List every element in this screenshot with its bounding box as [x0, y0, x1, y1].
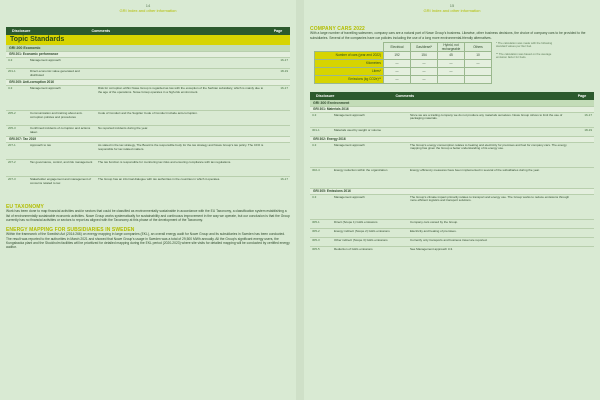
disclosure-comment: Electricity and heating of premises.	[410, 228, 457, 233]
table-row	[310, 112, 594, 127]
page-gutter	[296, 0, 304, 400]
disclosure-comment: Energy efficiency measures have been implemented in several of the subsidiaries during the year.	[410, 167, 540, 172]
cars-cell: —	[438, 59, 465, 67]
right-page	[304, 0, 600, 400]
page-ref: 16-17	[280, 177, 288, 181]
gri-300-section: GRI 300 Environment	[310, 100, 594, 106]
table-row	[310, 246, 594, 255]
cars-cell: 192	[384, 51, 411, 59]
page-ref: 18-19	[584, 127, 592, 132]
table-row	[315, 75, 492, 83]
page-number: 14	[145, 3, 151, 8]
disclosure-code: 205-3	[8, 126, 16, 130]
cars-cell: —	[411, 59, 438, 67]
disclosure-comment: Risk for corruption within Nowe Group is regarded as low with the exception of the Serbian subsidiary, which is mainly due to the age of the operations. Nowe Group operates in a high-risk environment.	[98, 86, 264, 94]
disclosure-name: Communication and training about anti-corruption policies and procedures	[30, 111, 83, 119]
page-ref	[572, 247, 594, 255]
right-page-header	[304, 3, 600, 13]
disclosure-comment: Company cars owned by the Group.	[410, 219, 459, 224]
page-ref	[268, 126, 290, 136]
disclosure-code: 305-1	[312, 219, 320, 224]
disclosure-comment	[408, 128, 572, 136]
cars-note: ** The calculation was based on the average emission factor for fuels.	[496, 51, 552, 60]
cars-note: * The calculation was made with the following standard values per liter fuel.	[496, 40, 553, 49]
eu-taxonomy-heading: EU TAXONOMY	[6, 204, 44, 210]
page-ref	[572, 220, 594, 228]
disclosure-name: Management approach	[30, 58, 61, 62]
disclosure-name: Management approach	[334, 142, 365, 147]
cars-row-label: Emissions (kg CO2e)**	[315, 75, 384, 83]
page-ref	[572, 143, 594, 167]
disclosure-name: Other indirect (Scope 3) GHG emissions	[334, 237, 388, 242]
page-ref: 16-17	[280, 58, 288, 62]
page-ref: 18-19	[280, 69, 288, 73]
cars-cell: —	[384, 59, 411, 67]
disclosure-name: Confirmed incidents of corruption and actions taken	[30, 126, 91, 134]
table-row	[6, 159, 290, 176]
col-disclosure: Disclosure	[316, 93, 335, 98]
table-row	[6, 176, 290, 197]
page-ref	[572, 238, 594, 246]
table-header	[6, 27, 290, 35]
table-row	[6, 110, 290, 125]
cars-cell: —	[411, 67, 438, 75]
cars-col-header: Others	[465, 42, 492, 51]
page-ref	[268, 111, 290, 125]
table-row	[310, 219, 594, 228]
disclosure-code: 302-4	[312, 167, 320, 172]
cars-cell: —	[384, 75, 411, 83]
group-title: GRI 302: Energy 2016	[310, 136, 594, 142]
disclosure-name: Reduction of GHG emissions	[334, 246, 373, 251]
left-page	[0, 0, 296, 400]
cars-row-label: Kilometers	[315, 59, 384, 67]
disclosure-name: Management approach	[30, 86, 61, 90]
left-page-header	[0, 3, 296, 13]
disclosure-code: 305-3	[312, 237, 320, 242]
company-cars-text: With a large number of travelling salesmen, company cars are a natural part of Nowe Group's business. Likewise, other business decisions, the choice of company cars to be provided to the subsidiaries. Several of the companies have car policies including the use of a long more environmental-friendly alternatives.	[310, 31, 586, 40]
company-cars-table-wrap	[314, 42, 590, 84]
table-row	[310, 237, 594, 246]
disclosure-code: 3-3	[312, 142, 317, 147]
running-title: GRI Index and other information	[119, 8, 177, 13]
group-title: GRI 201: Economic performance	[6, 51, 290, 57]
cars-cell: —	[411, 75, 438, 83]
cars-cell: —	[438, 67, 465, 75]
col-disclosure: Disclosure	[12, 29, 31, 33]
disclosure-code: 201-1	[8, 69, 16, 73]
table-row	[310, 194, 594, 219]
disclosure-code: 301-1	[312, 127, 320, 132]
table-row	[6, 142, 290, 159]
disclosure-code: 3-3	[8, 58, 13, 62]
table-row	[6, 85, 290, 110]
table-row	[310, 142, 594, 167]
disclosure-name: Management approach	[334, 112, 365, 117]
eu-taxonomy-block	[6, 205, 290, 222]
topic-standards-heading: Topic Standards	[6, 35, 290, 45]
disclosure-name: Stakeholder engagement and management of concerns related to tax	[30, 177, 92, 185]
col-page: Page	[577, 93, 587, 98]
energy-mapping-heading: ENERGY MAPPING FOR SUBSIDIARIES IN SWEDEN	[6, 227, 135, 234]
cars-notes	[496, 42, 556, 84]
table-row	[6, 68, 290, 79]
disclosure-comment: See Management approach 3-3.	[410, 246, 454, 251]
page-ref	[268, 143, 290, 159]
col-page: Page	[273, 29, 283, 33]
page-ref	[572, 195, 594, 219]
disclosure-code: 3-3	[8, 86, 13, 90]
disclosure-code: 305-2	[312, 228, 320, 233]
disclosure-code: 207-3	[8, 177, 16, 181]
cars-col-header: Electrical	[384, 42, 411, 51]
cars-cell	[465, 75, 492, 83]
disclosure-comment: Currently only transports and business travel are reported.	[410, 237, 488, 242]
disclosure-code: 3-3	[312, 194, 317, 199]
disclosure-name: Management approach	[334, 194, 365, 199]
disclosure-comment: The Group's energy consumption relates to heating and electricity for premises and fuel for company cars. The energy mapping has given the Group a better understanding of its energy use.	[410, 142, 567, 151]
disclosure-comment: Since we are a trading company we do not produce any materials ourselves. Nowe Group strives to limit the use of packaging materials.	[410, 112, 563, 121]
disclosure-comment: Code of Conduct and the Supplier Code of Conduct include anti-corruption.	[98, 111, 198, 115]
disclosure-code: 205-2	[8, 111, 16, 115]
disclosure-comment: As stated in the tax strategy, The Board is the responsible body for the tax strategy and Nowe Group's tax policy. The CFO is responsible for tax related matters.	[98, 143, 264, 151]
group-title: GRI 207: Tax 2019	[6, 136, 290, 142]
col-comments: Comments	[395, 93, 415, 98]
page-ref: 16-17	[584, 112, 592, 117]
disclosure-comment	[96, 58, 268, 68]
disclosure-name: Energy reduction within the organization	[334, 167, 388, 172]
table-row	[315, 67, 492, 75]
cars-cell: 154	[411, 51, 438, 59]
running-title: GRI Index and other information	[423, 8, 481, 13]
energy-mapping-text: Within the framework of the Swedish Act (2014:266) on energy mapping in large companies (EKL), an overall energy audit for Nowe Group and its subsidiaries in Sweden has been conducted. The result was reported to the authorities in March 2021 and showed that Nowe Group's usage in Sweden was a total of 29,500 MWh annually. All the Group's significant energy users, the Kungsbacka plant and the Stockholm facilities will be prioritized for detailed mapping during the EKL period (2020-2023) where site visits for detailed mapping will be conducted by certified energy auditor.	[6, 232, 290, 250]
disclosure-code: 207-2	[8, 160, 16, 164]
page-ref	[268, 160, 290, 176]
group-title: GRI 301: Materials 2016	[310, 106, 594, 112]
cars-cell	[465, 67, 492, 75]
table-row	[315, 51, 492, 59]
cars-cell	[438, 75, 465, 83]
disclosure-name: Direct economic value generated and distributed	[30, 69, 80, 77]
company-cars-heading: COMPANY CARS 2022	[310, 26, 365, 32]
gri-200-section: GRI 200 Economic	[6, 45, 290, 51]
table-row	[6, 57, 290, 68]
table-row	[310, 228, 594, 237]
page-number: 15	[449, 3, 455, 8]
disclosure-name: Direct (Scope 1) GHG emissions	[334, 219, 378, 224]
disclosure-comment: The tax function is responsible for monitoring tax risks and ensuring compliance with tax regulations.	[98, 160, 232, 164]
col-comments: Comments	[91, 29, 111, 33]
cars-row-label: Litres*	[315, 67, 384, 75]
table-row	[310, 167, 594, 188]
disclosure-name: Materials used by weight or volume	[334, 127, 382, 132]
cars-col-header: Gas/diesel*	[411, 42, 438, 51]
disclosure-name: Energy indirect (Scope 2) GHG emissions	[334, 228, 390, 233]
cars-cell: 45	[438, 51, 465, 59]
disclosure-name: Tax governance, control, and risk management	[30, 160, 93, 164]
energy-mapping-block	[6, 228, 290, 249]
disclosure-comment: No reported incidents during the year.	[98, 126, 149, 130]
page-ref	[572, 229, 594, 237]
cars-cell: 10	[465, 51, 492, 59]
disclosure-code: 3-3	[312, 112, 317, 117]
disclosure-comment: The Group has an informal dialogue with tax authorities in the countries in which it operates.	[98, 177, 221, 181]
group-title: GRI 305: Emissions 2016	[310, 188, 594, 194]
group-title: GRI 205: Anti-corruption 2016	[6, 79, 290, 85]
table-row	[6, 125, 290, 136]
company-cars-table	[314, 42, 492, 84]
disclosure-name: Approach to tax	[30, 143, 52, 147]
cars-cell: —	[384, 67, 411, 75]
table-header	[310, 92, 594, 100]
cars-row-label: Number of cars (year-end 2022)	[315, 51, 384, 59]
disclosure-comment	[96, 69, 268, 79]
cars-col-header: Hybrid, not rechargeable	[438, 42, 465, 51]
company-cars-block	[310, 27, 594, 40]
eu-taxonomy-text: Work has been done to map financial activities and/or sectors that could be classified as environmentally sustainable in accordance with the EU Taxonomy, a classification system establishing a list of environmentally sustainable economic activities. Nowe Group works systematically for sustainability and continuous improvement in the way we operate, but our conclusion is that the Group currently has no financial activities or sectors to report as aligned with the Taxonomy at this phase of the development of the Taxonomy.	[6, 209, 290, 222]
table-row	[315, 59, 492, 67]
disclosure-code: 305-5	[312, 246, 320, 251]
disclosure-code: 207-1	[8, 143, 16, 147]
page-ref: 16-17	[280, 86, 288, 90]
page-ref	[572, 168, 594, 188]
disclosure-comment: The Group's climate impact primarily relates to transport and energy use. The Group works to reduce emissions through more efficient logistics and transport solutions.	[410, 194, 570, 203]
cars-cell: —	[465, 59, 492, 67]
table-row	[310, 127, 594, 136]
